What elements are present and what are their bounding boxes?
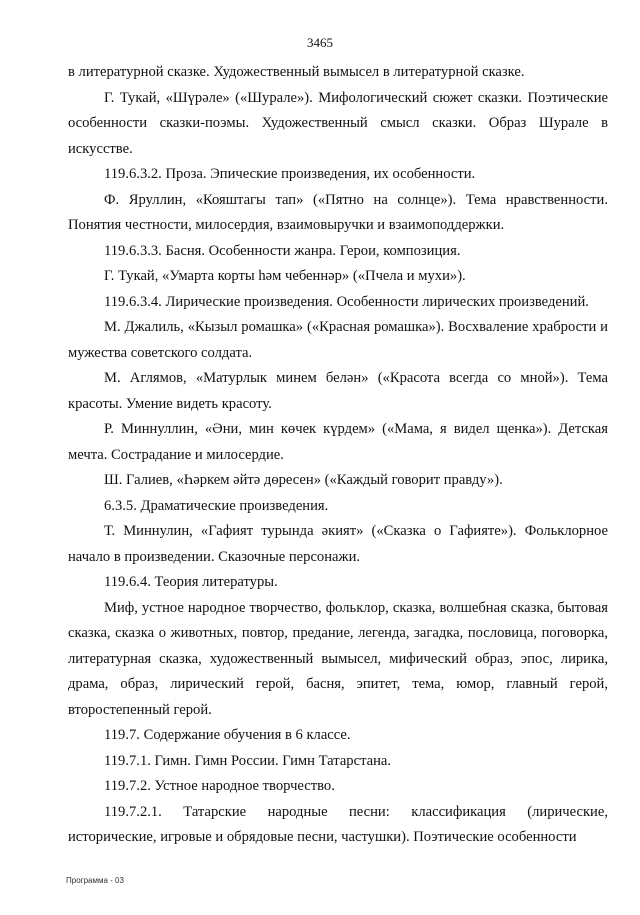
- paragraph: Р. Миннуллин, «Әни, мин көчек күрдем» («Мама, я видел щенка»). Детская мечта. Сострадание и милосердие.: [68, 421, 608, 463]
- section-heading: 119.7.2. Устное народное творчество.: [104, 778, 335, 794]
- paragraph: Т. Миннулин, «Гафият турында әкият» («Сказка о Гафияте»). Фольклорное начало в произведении. Сказочные персонажи.: [68, 523, 608, 565]
- paragraph: М. Аглямов, «Матурлык минем белән» («Красота всегда со мной»). Тема красоты. Умение видеть красоту.: [68, 370, 608, 412]
- paragraph: в литературной сказке. Художественный вымысел в литературной сказке.: [68, 64, 525, 80]
- section-heading: 119.6.3.3. Басня. Особенности жанра. Герои, композиция.: [104, 242, 461, 259]
- paragraph: Г. Тукай, «Шүрәле» («Шурале»). Мифологический сюжет сказки. Поэтические особенности сказки-поэмы. Художественный смысл сказки. Образ Шурале в искусстве.: [68, 89, 608, 157]
- section-heading: 119.6.4. Теория литературы.: [104, 574, 278, 590]
- section-heading: 119.7. Содержание обучения в 6 классе.: [104, 727, 351, 743]
- section-heading: 119.6.3.4. Лирические произведения. Особенности лирических произведений.: [104, 293, 589, 310]
- page-number: 3465: [307, 35, 333, 50]
- paragraph: Ш. Галиев, «Һәркем әйтә дөресен» («Каждый говорит правду»).: [104, 472, 503, 488]
- paragraph: Миф, устное народное творчество, фольклор, сказка, волшебная сказка, бытовая сказка, сказка о животных, повтор, предание, легенда, загадка, пословица, поговорка, литературная сказка, художественный вымысел, мифический образ, эпос, лирика, драма, образ, лирический герой, басня, эпитет, тема, юмор, главный герой, второстепенный герой.: [68, 599, 608, 718]
- document-body: [68, 60, 608, 851]
- section-heading: 119.6.3.2. Проза. Эпические произведения, их особенности.: [104, 166, 476, 182]
- paragraph: Г. Тукай, «Умарта корты һәм чебеннәр» («Пчела и мухи»).: [104, 268, 466, 284]
- paragraph: М. Джалиль, «Кызыл ромашка» («Красная ромашка»). Восхваление храбрости и мужества советского солдата.: [68, 319, 608, 361]
- footer-label: Программа - 03: [66, 876, 124, 885]
- section-heading: 119.7.1. Гимн. Гимн России. Гимн Татарстана.: [104, 752, 392, 769]
- section-heading: 6.3.5. Драматические произведения.: [104, 497, 329, 514]
- paragraph: Ф. Яруллин, «Кояштагы тап» («Пятно на солнце»). Тема нравственности. Понятия честности, милосердия, взаимовыручки и взаимоподдержки.: [68, 191, 608, 233]
- paragraph: 119.7.2.1. Татарские народные песни: классификация (лирические, исторические, игровые и обрядовые песни, частушки). Поэтические особенности: [68, 803, 608, 845]
